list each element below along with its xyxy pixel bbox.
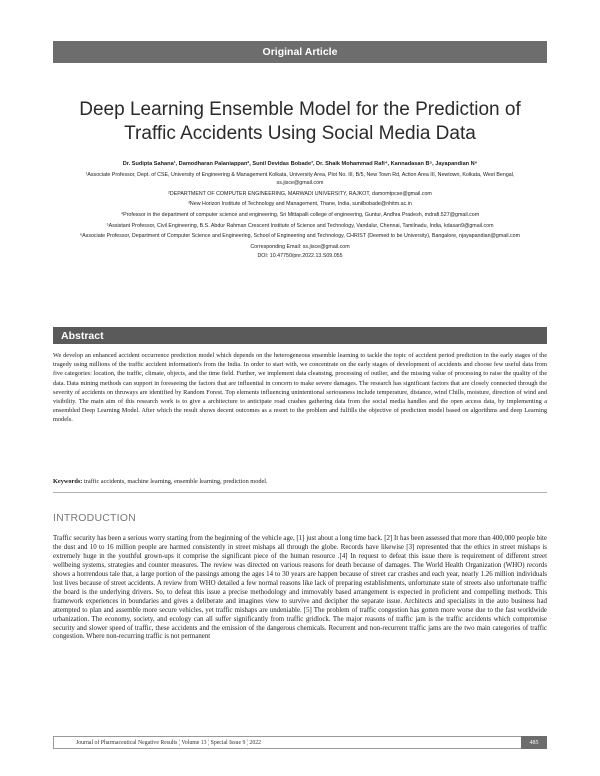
keywords-line — [53, 477, 547, 486]
corresponding-email: Corresponding Email: ss.jisce@gmail.com — [250, 243, 350, 250]
introduction-heading: INTRODUCTION — [53, 512, 136, 524]
keywords-text: traffic accidents, machine learning, ensemble learning, prediction model. — [83, 478, 268, 485]
page-number: 485 — [521, 736, 547, 749]
journal-citation: Journal of Pharmaceutical Negative Results ¦ Volume 13 ¦ Special Issue 9 ¦ 2022 — [76, 739, 262, 746]
affiliation-5: ⁵Assistant Professor, Civil Engineering, B.S. Abdur Rahman Crescent Institute of Science and Technology, Vandalur, Chennai, Tamilnadu, India, kdasan9@gmail.com — [106, 222, 494, 229]
abstract-heading: Abstract — [53, 327, 547, 344]
affiliations — [70, 171, 530, 260]
affiliation-2: ²DEPARTMENT OF COMPUTER ENGINEERING, MARWADI UNIVERSITY, RAJKOT, damomtpcse@gmail.com — [168, 190, 432, 197]
affiliation-4: ⁴Professor in the department of computer science and engineering, Sri Mittapalli college of engineering, Guntur, Andhra Pradesh, mdrafi.527@gmail.com — [120, 211, 480, 218]
author-list: Dr. Sudipta Sahana¹, Damodharan Palaniappan², Sunil Devidas Bobade³, Dr. Shaik Mohammad Rafi⁴, Kannadasan B⁵, Jayapandian N⁶ — [122, 161, 478, 167]
keywords-label: Keywords: — [53, 478, 83, 485]
title-line-1: Deep Learning Ensemble Model for the Prediction of — [79, 99, 521, 120]
doi: DOI: 10.47750/pnr.2022.13.S09.055 — [257, 252, 343, 259]
title-line-2: Traffic Accidents Using Social Media Data — [124, 123, 476, 144]
affiliation-3: ³New Horizon Institute of Technology and Management, Thane, India, sunilbobade@nhitm.ac.in — [188, 201, 412, 208]
affiliation-1: ¹Associate Professor, Dept. of CSE, University of Engineering & Management Kolkata, University Area, Plot No. III, B/5, New Town Rd, Action Area III, Newtown, Kolkata, West Bengal, ss.jisce@gmail.com — [85, 172, 515, 187]
section-divider — [53, 492, 547, 493]
affiliation-6: ⁶Associate Professor, Department of Computer Science and Engineering, School of Engineering and Technology, CHRIST (Deemed to be University), Bangalore, njayapandian@gmail.com — [79, 233, 521, 240]
abstract-text: We develop an enhanced accident occurrence prediction model which depends on the heterogeneous ensemble learning to tackle the topic of accident period prediction in the early stages of the tragedy using millions of the traffic accident information's from the India. In order to start with, we concentrate on the early stages of development of accidents and choose few useful data from five categories: location, the traffic, climate, objects, and the time field. Further, we implement data cleansing, processing of outlier, and the missing value of processing to raise the quality of the data. Data mining methods can support in foreseeing the factors that are influential in concern to make severe damages. The research has significant factors that are closely connected through the severity of accidents on thruways are identified by Random Forest. Top elements influencing unintentional seriousness include temperature, distance, wind Chills, moisture, direction of wind and visibility. The main aim of this research work is to give a architecture to anticipate road crashes gathering data from the social media handles and the open access data, by implementing a ensembled Deep Learning Model. After which the result shows decent outcomes as a resort to the problem and fulfills the objective of prediction model based on algorithms and deep Learning models. — [53, 352, 547, 424]
page-footer — [53, 736, 547, 749]
introduction-text: Traffic security has been a serious worry starting from the beginning of the vehicle age, [1] just about a long time back. [2] It has been assessed that more than 400,000 people bite the dust and 10 to 16 million people are harmed consistently in street mishaps all through the globe. Records have likewise [3] represented that the ethics in street mishaps is extremely huge in the youthful grown-ups it comprise the significant piece of the human resource .[4] In request to defeat this issue there is requirement of different street wellbeing systems, strategies and counter measures. The review was directed on various reasons for death because of damages. The World Health Organization (WHO) records shows a horrendous tale that, a large portion of the passings among the ages 14 to 30 years are happen because of street car crashes and each year, nearly 1.26 million individuals lost lives because of street accidents. A review from WHO detailed a few normal reasons like lack of preparing establishments, unfortunate state of streets also unfortunate traffic the board is the underlying drivers. So, to defeat this issue a precise methodology and immovably based arrangement is expected in proficient and compelling methods. This framework experiences in boundaries and gives a deliberate and imagines view to survive and decipher the separate issue. Architects and specialists in the auto business had attempted to plan and assemble more secure vehicles, yet traffic mishaps are undeniable. [5] The problem of traffic congestion has gotten more worse due to the fast worldwide urbanization. The economy, society, and ecology can all suffer significantly from traffic gridlock. The major reasons of traffic jam is the traffic accidents which compromise security and slower speed of traffic, these accidents and the emission of the dangerous chemicals. Recurrent and non-recurrent traffic jams are the two main categories of traffic congestion. Where non-recurring traffic is not permanent — [53, 535, 547, 641]
paper-title — [60, 98, 540, 146]
article-type-banner: Original Article — [53, 41, 547, 63]
